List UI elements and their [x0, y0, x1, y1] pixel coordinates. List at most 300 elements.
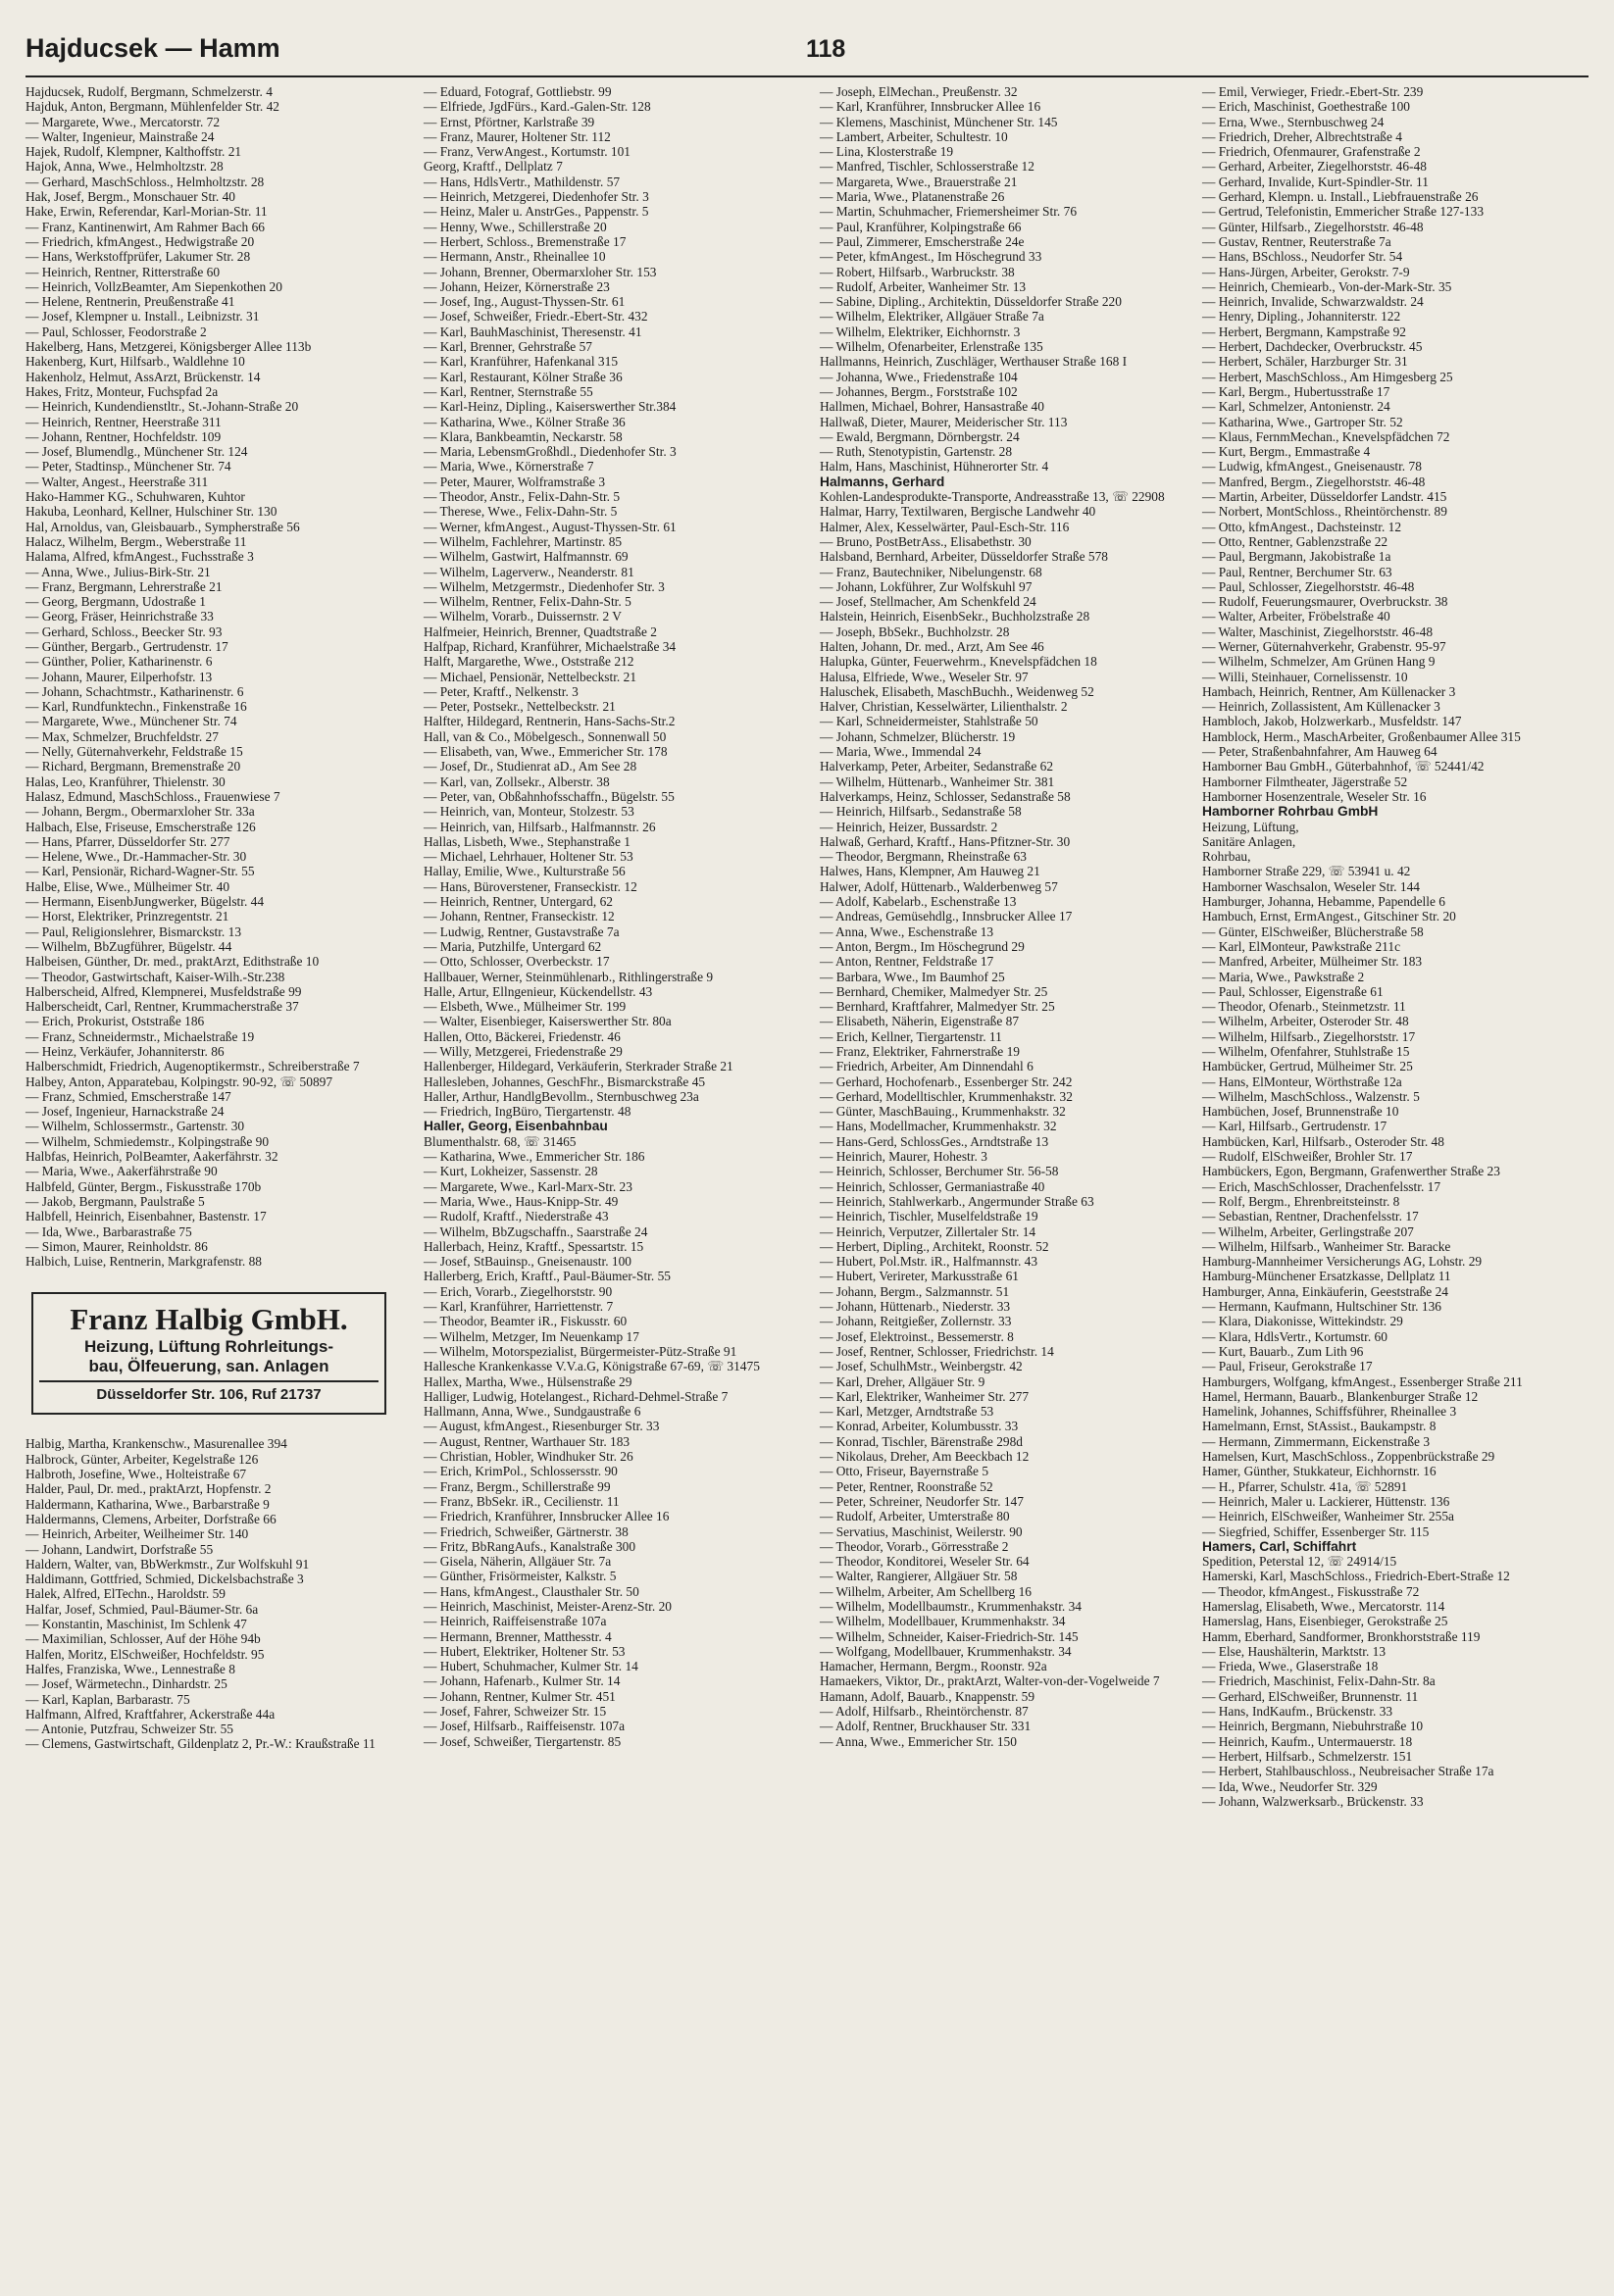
directory-entry: — Heinrich, Heizer, Bussardstr. 2 — [820, 819, 998, 834]
directory-entry: Hamerslag, Hans, Eisenbieger, Gerokstraße 25 — [1202, 1614, 1448, 1629]
directory-entry: — Erich, Maschinist, Goethestraße 100 — [1202, 99, 1410, 115]
directory-entry: Halasz, Edmund, MaschSchloss., Frauenwiese 7 — [25, 788, 280, 804]
directory-entry: Halstein, Heinrich, EisenbSekr., Buchholzstraße 28 — [820, 609, 1090, 624]
directory-entry: — Manfred, Bergm., Ziegelhorststr. 46-48 — [1202, 474, 1426, 489]
directory-entry: — Josef, Ingenieur, Harnackstraße 24 — [25, 1104, 225, 1120]
directory-entry: — Walter, Eisenbieger, Kaiserswerther Str. 80a — [424, 1014, 672, 1029]
directory-entry: — Gerhard, ElSchweißer, Brunnenstr. 11 — [1202, 1688, 1419, 1704]
directory-entry: — Henny, Wwe., Schillerstraße 20 — [424, 219, 607, 234]
directory-entry: Halfes, Franziska, Wwe., Lennestraße 8 — [25, 1661, 235, 1676]
directory-entry: — Nikolaus, Dreher, Am Beeckbach 12 — [820, 1449, 1030, 1465]
directory-entry: — Franz, Kantinenwirt, Am Rahmer Bach 66 — [25, 219, 265, 234]
directory-entry: — Johann, Walzwerksarb., Brückenstr. 33 — [1202, 1793, 1424, 1809]
directory-entry: — Herbert, Schäler, Harzburger Str. 31 — [1202, 354, 1408, 370]
directory-entry: Halten, Johann, Dr. med., Arzt, Am See 46 — [820, 638, 1044, 654]
directory-entry: — Josef, Klempner u. Install., Leibnizstr. 31 — [25, 309, 260, 324]
directory-entry: — Karl, Pensionär, Richard-Wagner-Str. 55 — [25, 864, 255, 879]
directory-entry: Hallas, Lisbeth, Wwe., Stephanstraße 1 — [424, 833, 630, 849]
directory-entry: — Wilhelm, Lagerverw., Neanderstr. 81 — [424, 564, 634, 579]
directory-entry: — Hermann, Anstr., Rheinallee 10 — [424, 249, 606, 265]
ad-company-name: Franz Halbig GmbH. — [70, 1302, 348, 1337]
directory-entry: — Martin, Arbeiter, Düsseldorfer Landstr. 415 — [1202, 489, 1447, 505]
directory-entry: Hambuch, Ernst, ErmAngest., Gitschiner Str. 20 — [1202, 909, 1456, 924]
directory-entry: — Hans, ElMonteur, Wörthstraße 12a — [1202, 1073, 1402, 1089]
directory-entry: — Anton, Bergm., Im Höschegrund 29 — [820, 938, 1025, 954]
directory-entry: — Konstantin, Maschinist, Im Schlenk 47 — [25, 1617, 247, 1632]
directory-entry: — Heinrich, Invalide, Schwarzwaldstr. 24 — [1202, 294, 1424, 310]
directory-entry: — Peter, van, Obßahnhofsschaffn., Bügelstr. 55 — [424, 788, 675, 804]
directory-list — [424, 84, 788, 1749]
directory-entry: Hamburg-Mannheimer Versicherungs AG, Lohstr. 29 — [1202, 1254, 1483, 1270]
directory-entry: — Heinrich, Stahlwerkarb., Angermunder Straße 63 — [820, 1193, 1094, 1209]
directory-entry: — Wilhelm, BbZugschaffn., Saarstraße 24 — [424, 1223, 648, 1239]
directory-entry: Hamel, Hermann, Bauarb., Blankenburger Straße 12 — [1202, 1388, 1479, 1404]
directory-entry: — Herbert, Hilfsarb., Schmelzerstr. 151 — [1202, 1748, 1413, 1764]
directory-entry: — Peter, Maurer, Wolframstraße 3 — [424, 474, 606, 489]
directory-entry: — Heinrich, Schlosser, Germaniastraße 40 — [820, 1178, 1045, 1194]
directory-entry: — Paul, Zimmerer, Emscherstraße 24e — [820, 233, 1025, 249]
directory-entry: Hallenberger, Hildegard, Verkäuferin, Sterkrader Straße 21 — [424, 1059, 733, 1074]
directory-entry: — Wilhelm, Motorspezialist, Bürgermeister-Pütz-Straße 91 — [424, 1343, 737, 1359]
directory-entry: — Maria, Putzhilfe, Untergard 62 — [424, 938, 602, 954]
directory-entry: — Clemens, Gastwirtschaft, Gildenplatz 2, Pr.-W.: Kraußstraße 11 — [25, 1736, 376, 1752]
directory-entry: Hamaekers, Viktor, Dr., praktArzt, Walter-von-der-Vogelweide 7 — [820, 1673, 1160, 1689]
directory-entry: — Theodor, Vorarb., Görresstraße 2 — [820, 1538, 1009, 1554]
directory-entry: — Johanna, Wwe., Friedenstraße 104 — [820, 369, 1018, 384]
directory-entry: — Herbert, MaschSchloss., Am Himgesberg 25 — [1202, 369, 1453, 384]
directory-list — [820, 84, 1185, 1749]
directory-entry: Halliger, Ludwig, Hotelangest., Richard-Dehmel-Straße 7 — [424, 1388, 729, 1404]
page-title: Hajducsek — Hamm — [25, 33, 280, 63]
directory-entry: — Rudolf, ElSchweißer, Brohler Str. 17 — [1202, 1149, 1413, 1165]
directory-entry: — Klara, Diakonisse, Wittekindstr. 29 — [1202, 1314, 1403, 1329]
directory-entry: — Manfred, Tischler, Schlosserstraße 12 — [820, 159, 1034, 175]
directory-entry: — Maria, LebensmGroßhdl., Diedenhofer Str. 3 — [424, 444, 677, 460]
directory-entry: Halbey, Anton, Apparatebau, Kolpingstr. 90-92, ☏ 50897 — [25, 1073, 333, 1089]
directory-entry: — Heinrich, Verputzer, Zillertaler Str. 14 — [820, 1223, 1036, 1239]
directory-entry: — Hans, Pfarrer, Düsseldorfer Str. 277 — [25, 833, 230, 849]
directory-entry: — Johann, Hüttenarb., Niederstr. 33 — [820, 1299, 1011, 1315]
directory-entry: Halfen, Moritz, ElSchweißer, Hochfeldstr. 95 — [25, 1646, 265, 1662]
directory-entry: Haldimann, Gottfried, Schmied, Dickelsbachstraße 3 — [25, 1572, 304, 1587]
directory-entry: Hamer, Günther, Stukkateur, Eichhornstr. 16 — [1202, 1464, 1437, 1479]
directory-entry: Kohlen-Landesprodukte-Transporte, Andreasstraße 13, ☏ 22908 — [820, 489, 1165, 505]
directory-entry: Haluschek, Elisabeth, MaschBuchh., Weidenweg 52 — [820, 683, 1094, 699]
directory-entry: — Johann, Maurer, Eilperhofstr. 13 — [25, 669, 213, 684]
directory-entry: — Wilhelm, Modellbaumstr., Krummenhakstr. 34 — [820, 1598, 1083, 1614]
directory-entry: Halas, Leo, Kranführer, Thielenstr. 30 — [25, 774, 226, 789]
directory-entry: — Peter, Rentner, Roonstraße 52 — [820, 1478, 993, 1494]
directory-entry: — Josef, Wärmetechn., Dinhardstr. 25 — [25, 1676, 227, 1692]
directory-entry: — Johann, Rentner, Kulmer Str. 451 — [424, 1688, 616, 1704]
directory-entry: — Hans, BSchloss., Neudorfer Str. 54 — [1202, 249, 1403, 265]
directory-entry: — Heinrich, Schlosser, Berchumer Str. 56-58 — [820, 1164, 1059, 1179]
directory-entry: — Franz, BbSekr. iR., Cecilienstr. 11 — [424, 1493, 620, 1509]
directory-entry: Haldermanns, Clemens, Arbeiter, Dorfstraße 66 — [25, 1511, 277, 1526]
directory-entry: — Adolf, Kabelarb., Eschenstraße 13 — [820, 894, 1017, 910]
directory-entry: Hamburger, Anna, Einkäuferin, Geeststraße 24 — [1202, 1283, 1448, 1299]
directory-entry: — Margarete, Wwe., Münchener Str. 74 — [25, 714, 237, 729]
directory-entry: Hamblock, Herm., MaschArbeiter, Großenbaumer Allee 315 — [1202, 728, 1521, 744]
directory-entry: — Karl, Rentner, Sternstraße 55 — [424, 383, 593, 399]
directory-entry: — Franz, VerwAngest., Kortumstr. 101 — [424, 144, 631, 160]
directory-entry: — Josef, Hilfsarb., Raiffeisenstr. 107a — [424, 1719, 626, 1734]
directory-entry: — Georg, Bergmann, Udostraße 1 — [25, 594, 206, 610]
directory-entry: — Erna, Wwe., Sternbuschweg 24 — [1202, 114, 1385, 129]
directory-entry: — Anton, Rentner, Feldstraße 17 — [820, 954, 994, 970]
directory-entry: — Johann, Reitgießer, Zollernstr. 33 — [820, 1314, 1012, 1329]
directory-entry: — Konrad, Arbeiter, Kolumbusstr. 33 — [820, 1419, 1019, 1434]
directory-entry: Hamerski, Karl, MaschSchloss., Friedrich-Ebert-Straße 12 — [1202, 1569, 1510, 1584]
directory-entry: — Maria, Wwe., Immendal 24 — [820, 744, 982, 760]
directory-entry: — Elisabeth, Näherin, Eigenstraße 87 — [820, 1014, 1020, 1029]
directory-entry: — Theodor, Gastwirtschaft, Kaiser-Wilh.-Str.238 — [25, 969, 285, 984]
directory-entry: — Josef, Ing., August-Thyssen-Str. 61 — [424, 294, 626, 310]
directory-entry: — Margarete, Wwe., Karl-Marx-Str. 23 — [424, 1178, 632, 1194]
directory-entry: — Wilhelm, Ofenfahrer, Stuhlstraße 15 — [1202, 1044, 1410, 1059]
directory-entry: — Fritz, BbRangAufs., Kanalstraße 300 — [424, 1538, 636, 1554]
directory-entry: — Günther, Frisörmeister, Kalkstr. 5 — [424, 1569, 617, 1584]
directory-entry: — Johann, Brenner, Obermarxloher Str. 153 — [424, 264, 657, 279]
directory-entry: — Lambert, Arbeiter, Schultestr. 10 — [820, 128, 1008, 144]
directory-entry: Hambücken, Karl, Hilfsarb., Osteroder Str. 48 — [1202, 1133, 1444, 1149]
directory-entry: — Adolf, Rentner, Bruckhauser Str. 331 — [820, 1719, 1032, 1734]
directory-entry: Hakenberg, Kurt, Hilfsarb., Waldlehne 10 — [25, 354, 245, 370]
directory-entry: — Elisabeth, van, Wwe., Emmericher Str. 178 — [424, 744, 668, 760]
directory-entry: — Hans, Modellmacher, Krummenhakstr. 32 — [820, 1119, 1057, 1134]
directory-entry: — Heinz, Maler u. AnstrGes., Pappenstr. 5 — [424, 204, 649, 220]
directory-entry: — Simon, Maurer, Reinholdstr. 86 — [25, 1238, 208, 1254]
directory-entry: — Franz, Schneidermstr., Michaelstraße 19 — [25, 1028, 255, 1044]
directory-entry: Hake, Erwin, Referendar, Karl-Morian-Str. 11 — [25, 204, 268, 220]
directory-entry: — Karl, van, Zollsekr., Alberstr. 38 — [424, 774, 610, 789]
directory-entry: — Joseph, ElMechan., Preußenstr. 32 — [820, 84, 1018, 99]
directory-entry: — Bernhard, Chemiker, Malmedyer Str. 25 — [820, 983, 1048, 999]
directory-entry: Hallerberg, Erich, Kraftf., Paul-Bäumer-Str. 55 — [424, 1269, 671, 1284]
header-rule — [25, 75, 1589, 77]
directory-entry: — Hermann, EisenbJungwerker, Bügelstr. 44 — [25, 894, 265, 910]
directory-entry: — Hans, kfmAngest., Clausthaler Str. 50 — [424, 1583, 639, 1599]
directory-entry: — Wilhelm, Vorarb., Duissernstr. 2 V — [424, 609, 622, 624]
directory-entry: Hamers, Carl, Schiffahrt — [1202, 1538, 1357, 1554]
directory-entry: — Herbert, Schloss., Bremenstraße 17 — [424, 233, 627, 249]
directory-entry: — Margareta, Wwe., Brauerstraße 21 — [820, 174, 1018, 189]
directory-entry: — Karl, Schneidermeister, Stahlstraße 50 — [820, 714, 1038, 729]
directory-entry: Halupka, Günter, Feuerwehrm., Knevelspfädchen 18 — [820, 654, 1097, 670]
directory-entry: Hamborner Filmtheater, Jägerstraße 52 — [1202, 774, 1408, 789]
directory-entry: Hamelmann, Ernst, StAssist., Baukampstr. 8 — [1202, 1419, 1437, 1434]
directory-entry: — Theodor, Beamter iR., Fiskusstr. 60 — [424, 1314, 628, 1329]
directory-entry: — Wilhelm, Schmiedemstr., Kolpingstraße 90 — [25, 1133, 270, 1149]
page-number: 118 — [806, 35, 846, 63]
directory-entry: — Paul, Schlosser, Feodorstraße 2 — [25, 324, 207, 339]
directory-entry: Hajek, Rudolf, Klempner, Kalthoffstr. 21 — [25, 144, 242, 160]
directory-entry: — Willy, Metzgerei, Friedenstraße 29 — [424, 1044, 623, 1059]
directory-entry: Hal, Arnoldus, van, Gleisbauarb., Sympherstraße 56 — [25, 519, 300, 534]
directory-entry: Hakuba, Leonhard, Kellner, Hulschiner Str. 130 — [25, 504, 277, 520]
directory-entry: — Andreas, Gemüsehdlg., Innsbrucker Allee 17 — [820, 909, 1073, 924]
directory-entry: Halfar, Josef, Schmied, Paul-Bäumer-Str. 6a — [25, 1601, 259, 1617]
directory-entry: Haller, Arthur, HandlgBevollm., Sternbuschweg 23a — [424, 1088, 699, 1104]
directory-entry: Halbe, Elise, Wwe., Mülheimer Str. 40 — [25, 878, 230, 894]
directory-entry: — Wilhelm, Metzger, Im Neuenkamp 17 — [424, 1328, 639, 1344]
directory-entry: Hambüchen, Josef, Brunnenstraße 10 — [1202, 1104, 1399, 1120]
directory-entry: — Wolfgang, Modellbauer, Krummenhakstr. 34 — [820, 1643, 1072, 1659]
directory-entry: — Gerhard, Modelltischler, Krummenhakstr. 32 — [820, 1088, 1073, 1104]
directory-entry: — Günter, Hilfsarb., Ziegelhorststr. 46-48 — [1202, 219, 1424, 234]
directory-entry: — Johann, Heizer, Körnerstraße 23 — [424, 278, 610, 294]
ad-address: Düsseldorfer Str. 106, Ruf 21737 — [39, 1380, 378, 1405]
directory-entry: — Johann, Bergm., Obermarxloher Str. 33a — [25, 804, 255, 820]
directory-entry: — Heinrich, Metzgerei, Diedenhofer Str. 3 — [424, 189, 649, 205]
directory-entry: — Hermann, Zimmermann, Eickenstraße 3 — [1202, 1433, 1431, 1449]
directory-column-2 — [424, 84, 788, 1749]
directory-entry: — Johann, Landwirt, Dorfstraße 55 — [25, 1541, 214, 1557]
directory-entry: — Otto, Schlosser, Overbeckstr. 17 — [424, 954, 610, 970]
directory-entry: — Johann, Schachtmstr., Katharinenstr. 6 — [25, 683, 244, 699]
directory-entry: Hak, Josef, Bergm., Monschauer Str. 40 — [25, 189, 235, 205]
directory-entry: — Manfred, Arbeiter, Mülheimer Str. 183 — [1202, 954, 1423, 970]
directory-entry: — Michael, Lehrhauer, Holtener Str. 53 — [424, 849, 633, 865]
directory-entry: — Walter, Ingenieur, Mainstraße 24 — [25, 128, 215, 144]
directory-entry: — Peter, Kraftf., Nelkenstr. 3 — [424, 683, 579, 699]
directory-entry: — Franz, Bergm., Schillerstraße 99 — [424, 1478, 611, 1494]
directory-entry: Halberschmidt, Friedrich, Augenoptikermstr., Schreiberstraße 7 — [25, 1059, 360, 1074]
directory-entry: — Wilhelm, Arbeiter, Osteroder Str. 48 — [1202, 1014, 1409, 1029]
directory-entry: Halbfas, Heinrich, PolBeamter, Aakerfährstr. 32 — [25, 1149, 278, 1165]
ad-services-line-2: bau, Ölfeuerung, san. Anlagen — [88, 1357, 329, 1376]
directory-entry: — Maria, Wwe., Platanenstraße 26 — [820, 189, 1005, 205]
directory-entry: — Otto, Rentner, Gablenzstraße 22 — [1202, 533, 1388, 549]
directory-entry: — Erich, MaschSchlosser, Drachenfelsstr. 17 — [1202, 1178, 1441, 1194]
directory-entry: — August, Rentner, Warthauer Str. 183 — [424, 1433, 630, 1449]
directory-entry: — Friedrich, Kranführer, Innsbrucker Allee 16 — [424, 1509, 670, 1524]
directory-entry: — Heinrich, Kundendienstltr., St.-Johann-Straße 20 — [25, 399, 299, 415]
directory-entry: — Heinrich, Bergmann, Niebuhrstraße 10 — [1202, 1719, 1424, 1734]
directory-entry: Hambückers, Egon, Bergmann, Grafenwerther Straße 23 — [1202, 1164, 1500, 1179]
directory-entry: Hambücker, Gertrud, Mülheimer Str. 25 — [1202, 1059, 1413, 1074]
directory-entry: — Katharina, Wwe., Kölner Straße 36 — [424, 414, 626, 429]
directory-entry: — Heinrich, VollzBeamter, Am Siepenkothen 20 — [25, 278, 282, 294]
directory-entry: Halbich, Luise, Rentnerin, Markgrafenstr. 88 — [25, 1254, 262, 1270]
directory-entry: — Klara, HdlsVertr., Kortumstr. 60 — [1202, 1328, 1387, 1344]
directory-entry: Hamm, Eberhard, Sandformer, Bronkhorststraße 119 — [1202, 1628, 1481, 1644]
directory-entry: — Karl, BauhMaschinist, Theresenstr. 41 — [424, 324, 642, 339]
directory-entry: — Hans, Werkstoffprüfer, Lakumer Str. 28 — [25, 249, 251, 265]
directory-entry: — Friedrich, Schweißer, Gärtnerstr. 38 — [424, 1523, 629, 1539]
directory-entry: — Wilhelm, Hüttenarb., Wanheimer Str. 381 — [820, 774, 1055, 789]
directory-entry: — Friedrich, Dreher, Albrechtstraße 4 — [1202, 128, 1402, 144]
directory-entry: Hambloch, Jakob, Holzwerkarb., Musfeldstr. 147 — [1202, 714, 1462, 729]
directory-entry: — Peter, Postsekr., Nettelbeckstr. 21 — [424, 699, 616, 715]
directory-entry: — Heinrich, Rentner, Untergard, 62 — [424, 894, 613, 910]
directory-entry: — Anna, Wwe., Eschenstraße 13 — [820, 923, 994, 939]
directory-entry: — Henry, Dipling., Johanniterstr. 122 — [1202, 309, 1401, 324]
directory-entry: Sanitäre Anlagen, — [1202, 833, 1296, 849]
directory-entry: — Herbert, Stahlbauschloss., Neubreisacher Straße 17a — [1202, 1764, 1494, 1779]
directory-entry: Halfmeier, Heinrich, Brenner, Quadtstraße 2 — [424, 624, 658, 639]
directory-entry: Hambach, Heinrich, Rentner, Am Küllenacker 3 — [1202, 683, 1456, 699]
directory-entry: — Karl, Dreher, Allgäuer Str. 9 — [820, 1373, 985, 1389]
directory-entry: — Josef, Blumendlg., Münchener Str. 124 — [25, 444, 248, 460]
directory-entry: Hajduk, Anton, Bergmann, Mühlenfelder Str. 42 — [25, 99, 279, 115]
directory-entry: — Ludwig, Rentner, Gustavstraße 7a — [424, 923, 620, 939]
directory-column-4 — [1202, 84, 1567, 1809]
directory-entry: — Katharina, Wwe., Gartroper Str. 52 — [1202, 414, 1403, 429]
directory-entry: Blumenthalstr. 68, ☏ 31465 — [424, 1133, 577, 1149]
directory-entry: Georg, Kraftf., Dellplatz 7 — [424, 159, 563, 175]
directory-entry: Halwaß, Gerhard, Kraftf., Hans-Pfitzner-Str. 30 — [820, 833, 1071, 849]
directory-entry: — Heinrich, Kaufm., Untermauerstr. 18 — [1202, 1733, 1413, 1749]
directory-entry: — Heinrich, Hilfsarb., Sedanstraße 58 — [820, 804, 1022, 820]
directory-entry: — Paul, Bergmann, Jakobistraße 1a — [1202, 549, 1391, 565]
directory-entry: — Barbara, Wwe., Im Baumhof 25 — [820, 969, 1005, 984]
directory-entry: — Gerhard, MaschSchloss., Helmholtzstr. 28 — [25, 174, 265, 189]
page-header — [25, 29, 1589, 69]
directory-entry: — Friedrich, Maschinist, Felix-Dahn-Str. 8a — [1202, 1673, 1436, 1689]
directory-entry: — Horst, Elektriker, Prinzregentstr. 21 — [25, 909, 229, 924]
directory-entry: — Richard, Bergmann, Bremenstraße 20 — [25, 759, 241, 774]
directory-entry: — Martin, Schuhmacher, Friemersheimer Str. 76 — [820, 204, 1078, 220]
directory-entry: — Herbert, Dachdecker, Overbruckstr. 45 — [1202, 339, 1423, 355]
directory-entry: — Margarete, Wwe., Mercatorstr. 72 — [25, 114, 221, 129]
directory-entry: Halbig, Martha, Krankenschw., Masurenallee 394 — [25, 1436, 287, 1452]
directory-entry: Halmer, Alex, Kesselwärter, Paul-Esch-Str. 116 — [820, 519, 1070, 534]
directory-entry: — Gerhard, Arbeiter, Ziegelhorststr. 46-48 — [1202, 159, 1427, 175]
directory-entry: — Erich, Kellner, Tiergartenstr. 11 — [820, 1028, 1002, 1044]
directory-entry: — Walter, Arbeiter, Fröbelstraße 40 — [1202, 609, 1390, 624]
directory-entry: Hajok, Anna, Wwe., Helmholtzstr. 28 — [25, 159, 224, 175]
directory-entry: — Wilhelm, Hilfsarb., Wanheimer Str. Baracke — [1202, 1238, 1451, 1254]
directory-entry: — Friedrich, IngBüro, Tiergartenstr. 48 — [424, 1104, 631, 1120]
directory-entry: Halverkamps, Heinz, Schlosser, Sedanstraße 58 — [820, 788, 1071, 804]
directory-entry: — Werner, kfmAngest., August-Thyssen-Str. 61 — [424, 519, 677, 534]
directory-entry: — Maria, Wwe., Aakerfährstraße 90 — [25, 1164, 218, 1179]
directory-entry: — Ludwig, kfmAngest., Gneisenaustr. 78 — [1202, 459, 1422, 474]
directory-entry: — Erich, Vorarb., Ziegelhorststr. 90 — [424, 1283, 613, 1299]
directory-entry: — Karl, Rundfunktechn., Finkenstraße 16 — [25, 699, 247, 715]
directory-entry: — Heinrich, Zollassistent, Am Küllenacker 3 — [1202, 699, 1440, 715]
directory-entry: Halmar, Harry, Textilwaren, Bergische Landwehr 40 — [820, 504, 1096, 520]
ad-services-line-1: Heizung, Lüftung Rohrleitungs- — [83, 1337, 333, 1357]
directory-entry: Hamann, Adolf, Bauarb., Knappenstr. 59 — [820, 1688, 1035, 1704]
directory-entry: — Katharina, Wwe., Emmericher Str. 186 — [424, 1149, 645, 1165]
directory-entry: — Adolf, Hilfsarb., Rheintörchenstr. 87 — [820, 1704, 1029, 1720]
directory-entry: — Elfriede, JgdFürs., Kard.-Galen-Str. 128 — [424, 99, 651, 115]
directory-entry: — Johann, Bergm., Salzmannstr. 51 — [820, 1283, 1010, 1299]
directory-entry: — Otto, kfmAngest., Dachsteinstr. 12 — [1202, 519, 1402, 534]
directory-entry: — Johann, Rentner, Hochfeldstr. 109 — [25, 428, 222, 444]
directory-entry: Hallbauer, Werner, Steinmühlenarb., Rithlingerstraße 9 — [424, 969, 714, 984]
directory-entry: — Heinrich, Maurer, Hohestr. 3 — [820, 1149, 987, 1165]
directory-entry: Spedition, Peterstal 12, ☏ 24914/15 — [1202, 1554, 1397, 1570]
directory-entry: Hallmen, Michael, Bohrer, Hansastraße 40 — [820, 399, 1044, 415]
directory-entry: — Bruno, PostBetrAss., Elisabethstr. 30 — [820, 533, 1032, 549]
directory-entry: — Helene, Wwe., Dr.-Hammacher-Str. 30 — [25, 849, 247, 865]
directory-entry: — Else, Haushälterin, Marktstr. 13 — [1202, 1643, 1387, 1659]
directory-entry: — Karl, Kranführer, Hafenkanal 315 — [424, 354, 619, 370]
directory-entry: — Helene, Rentnerin, Preußenstraße 41 — [25, 294, 235, 310]
directory-entry: — Karl, Elektriker, Wanheimer Str. 277 — [820, 1388, 1030, 1404]
directory-entry: — Wilhelm, Metzgermstr., Diedenhofer Str. 3 — [424, 578, 665, 594]
directory-entry: — Karl, Bergm., Hubertusstraße 17 — [1202, 383, 1390, 399]
directory-entry: — Elsbeth, Wwe., Mülheimer Str. 199 — [424, 999, 627, 1015]
directory-entry: — Klaus, FernmMechan., Knevelspfädchen 72 — [1202, 428, 1450, 444]
directory-entry: Haldermann, Katharina, Wwe., Barbarstraße 9 — [25, 1496, 270, 1512]
directory-entry: Hamacher, Hermann, Bergm., Roonstr. 92a — [820, 1659, 1047, 1674]
directory-entry: — Josef, Schweißer, Friedr.-Ebert-Str. 432 — [424, 309, 648, 324]
directory-entry: Hamborner Straße 229, ☏ 53941 u. 42 — [1202, 864, 1411, 879]
directory-entry: — Wilhelm, Schlossermstr., Gartenstr. 30 — [25, 1119, 245, 1134]
directory-entry: — Wilhelm, Rentner, Felix-Dahn-Str. 5 — [424, 594, 631, 610]
directory-entry: Halder, Paul, Dr. med., praktArzt, Hopfenstr. 2 — [25, 1481, 272, 1497]
directory-entry: — Hans-Gerd, SchlossGes., Arndtstraße 13 — [820, 1133, 1049, 1149]
directory-entry: — Johann, Lokführer, Zur Wolfskuhl 97 — [820, 578, 1033, 594]
directory-entry: — Anna, Wwe., Emmericher Str. 150 — [820, 1733, 1017, 1749]
directory-entry: — Rudolf, Kraftf., Niederstraße 43 — [424, 1209, 609, 1224]
directory-entry: Hamburg-Münchener Ersatzkasse, Dellplatz 11 — [1202, 1269, 1451, 1284]
directory-entry: Halfpap, Richard, Kranführer, Michaelstraße 34 — [424, 638, 677, 654]
directory-entry: Halberscheid, Alfred, Klempnerei, Musfeldstraße 99 — [25, 983, 302, 999]
directory-entry: — Kurt, Bergm., Emmastraße 4 — [1202, 444, 1371, 460]
directory-entry: — Paul, Rentner, Berchumer Str. 63 — [1202, 564, 1392, 579]
directory-entry: — Karl-Heinz, Dipling., Kaiserswerther Str.384 — [424, 399, 677, 415]
directory-entry: — H., Pfarrer, Schulstr. 41a, ☏ 52891 — [1202, 1478, 1408, 1494]
directory-entry: — Friedrich, Ofenmaurer, Grafenstraße 2 — [1202, 144, 1421, 160]
directory-entry: — Hubert, Verireter, Markusstraße 61 — [820, 1269, 1019, 1284]
directory-entry: — Anna, Wwe., Julius-Birk-Str. 21 — [25, 564, 211, 579]
directory-entry: — Klemens, Maschinist, Münchener Str. 145 — [820, 114, 1058, 129]
directory-entry: — Johann, Rentner, Franseckistr. 12 — [424, 909, 615, 924]
directory-entry: — Ida, Wwe., Barbarastraße 75 — [25, 1223, 192, 1239]
directory-entry: Hall, van & Co., Möbelgesch., Sonnenwall 50 — [424, 728, 667, 744]
directory-entry: Hako-Hammer KG., Schuhwaren, Kuhtor — [25, 489, 245, 505]
directory-entry: Hallmanns, Heinrich, Zuschläger, Werthauser Straße 168 I — [820, 354, 1128, 370]
directory-entry: — Antonie, Putzfrau, Schweizer Str. 55 — [25, 1722, 233, 1737]
directory-entry: — Josef, StBauinsp., Gneisenaustr. 100 — [424, 1254, 632, 1270]
directory-entry: Hallerbach, Heinz, Kraftf., Spessartstr. 15 — [424, 1238, 644, 1254]
directory-entry: — Franz, Bergmann, Lehrerstraße 21 — [25, 578, 223, 594]
directory-entry: Heizung, Lüftung, — [1202, 819, 1299, 834]
directory-entry: Halfmann, Alfred, Kraftfahrer, Ackerstraße 44a — [25, 1706, 276, 1722]
directory-entry: Hamelink, Johannes, Schiffsführer, Rheinallee 3 — [1202, 1404, 1457, 1420]
directory-entry: — Wilhelm, Gastwirt, Halfmannstr. 69 — [424, 549, 629, 565]
directory-entry: — Siegfried, Schiffer, Essenberger Str. 115 — [1202, 1523, 1430, 1539]
directory-entry: — Heinrich, Chemiearb., Von-der-Mark-Str. 35 — [1202, 278, 1452, 294]
directory-entry: — Franz, Schmied, Emscherstraße 147 — [25, 1088, 231, 1104]
directory-entry: — Sebastian, Rentner, Drachenfelsstr. 17 — [1202, 1209, 1419, 1224]
directory-entry: — Josef, SchulhMstr., Weinbergstr. 42 — [820, 1359, 1023, 1374]
directory-entry: — Karl, Metzger, Arndtstraße 53 — [820, 1404, 994, 1420]
directory-entry: — Rudolf, Arbeiter, Wanheimer Str. 13 — [820, 278, 1027, 294]
directory-entry: — Gerhard, Hochofenarb., Essenberger Str. 242 — [820, 1073, 1073, 1089]
directory-entry: — Wilhelm, Schmelzer, Am Grünen Hang 9 — [1202, 654, 1436, 670]
directory-entry: — Friedrich, Arbeiter, Am Dinnendahl 6 — [820, 1059, 1034, 1074]
directory-entry: — Friedrich, kfmAngest., Hedwigstraße 20 — [25, 233, 255, 249]
directory-entry: — Theodor, kfmAngest., Fiskusstraße 72 — [1202, 1583, 1420, 1599]
directory-entry: Hallesleben, Johannes, GeschFhr., Bismarckstraße 45 — [424, 1073, 706, 1089]
directory-entry: — Joseph, BbSekr., Buchholzstr. 28 — [820, 624, 1010, 639]
directory-entry: — August, kfmAngest., Riesenburger Str. 33 — [424, 1419, 660, 1434]
directory-entry: Halbrock, Günter, Arbeiter, Kegelstraße 126 — [25, 1451, 259, 1467]
directory-entry: — Hubert, Elektriker, Holtener Str. 53 — [424, 1643, 626, 1659]
directory-entry: — Karl, Kranführer, Harriettenstr. 7 — [424, 1299, 614, 1315]
directory-entry: Hamburger, Johanna, Hebamme, Papendelle 6 — [1202, 894, 1445, 910]
directory-entry: Hakenholz, Helmut, AssArzt, Brückenstr. 14 — [25, 369, 261, 384]
directory-entry: — Eduard, Fotograf, Gottliebstr. 99 — [424, 84, 612, 99]
directory-entry: — Maria, Wwe., Haus-Knipp-Str. 49 — [424, 1193, 619, 1209]
directory-entry: — Bernhard, Kraftfahrer, Malmedyer Str. 25 — [820, 999, 1055, 1015]
